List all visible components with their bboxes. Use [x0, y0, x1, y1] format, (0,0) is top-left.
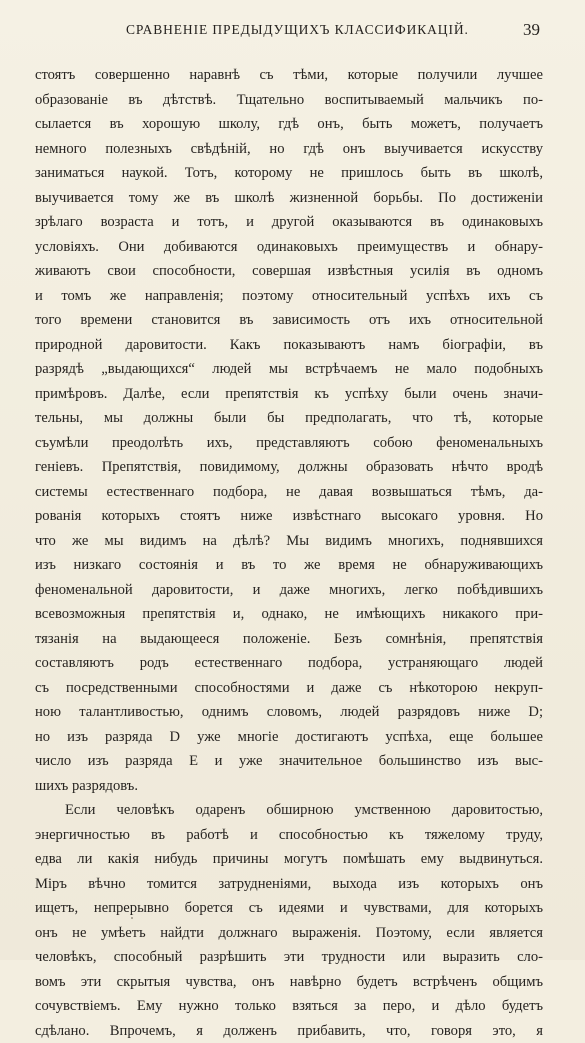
text-line: зрѣлаго возраста и тотъ, и другой оказываются въ одинаковыхъ: [35, 210, 543, 235]
text-line: ною талантливостью, однимъ словомъ, людей разрядовъ ниже D;: [35, 700, 543, 725]
text-line: энергичностью въ работѣ и способностью къ тяжелому труду,: [35, 823, 543, 848]
text-line: сылается въ хорошую школу, гдѣ онъ, быть можетъ, получаетъ: [35, 112, 543, 137]
text-line: стоятъ совершенно наравнѣ съ тѣми, которые получили лучшее: [35, 63, 543, 88]
running-title: СРАВНЕНІЕ ПРЕДЫДУЩИХЪ КЛАССИФИКАЦІЙ.: [126, 22, 469, 38]
text-line: выучивается тому же въ школѣ жизненной борьбы. По достиженіи: [35, 186, 543, 211]
page-number: 39: [523, 20, 540, 40]
text-line: число изъ разряда E и уже значительное большинство изъ выс-: [35, 749, 543, 774]
text-line: сочувствіемъ. Ему нужно только взяться за перо, и дѣло будетъ: [35, 994, 543, 1019]
text-line: Міръ вѣчно томится затрудненіями, выхода изъ которыхъ онъ: [35, 872, 543, 897]
text-line: того времени становится въ зависимость отъ ихъ относительной: [35, 308, 543, 333]
text-line: природной даровитости. Какъ показываютъ намъ біографіи, въ: [35, 333, 543, 358]
text-line: шихъ разрядовъ.: [35, 774, 543, 799]
text-line: примѣровъ. Далѣе, если препятствія къ успѣху были очень значи-: [35, 382, 543, 407]
text-line: феноменальной даровитости, и даже многихъ, легко побѣдившихъ: [35, 578, 543, 603]
text-line: живаютъ свои способности, совершая извѣстныя усилія въ одномъ: [35, 259, 543, 284]
text-line: человѣкъ, способный разрѣшить эти трудности или выразить сло-: [35, 945, 543, 970]
text-line: рованія которыхъ стоятъ ниже извѣстнаго высокаго уровня. Но: [35, 504, 543, 529]
text-line: онъ не умѣетъ найдти должнаго выраженія. Поэтому, если является: [35, 921, 543, 946]
text-line: едва ли какія нибудь причины могутъ помѣшать ему выдвинуться.: [35, 847, 543, 872]
text-line: сдѣлано. Впрочемъ, я долженъ прибавить, что, говоря это, я: [35, 1019, 543, 1043]
running-head: [126, 20, 550, 42]
text-line: ищетъ, непрерывно борется съ идеями и чувствами, для которыхъ: [35, 896, 543, 921]
paragraph: [35, 798, 543, 1043]
text-line: всевозможныя препятствія и, однако, не имѣющихъ никакого при-: [35, 602, 543, 627]
text-line: системы естественнаго подбора, не давая возвышаться тѣмъ, да-: [35, 480, 543, 505]
text-line: геніевъ. Препятствія, повидимому, должны образовать нѣчто вродѣ: [35, 455, 543, 480]
text-line: тельны, мы должны были бы предполагать, что тѣ, которые: [35, 406, 543, 431]
text-line: составляютъ родъ естественнаго подбора, устраняющаго людей: [35, 651, 543, 676]
text-line: немного полезныхъ свѣдѣній, но гдѣ онъ выучивается искусству: [35, 137, 543, 162]
text-line: образованіе въ дѣтствѣ. Тщательно воспитываемый мальчикъ по-: [35, 88, 543, 113]
paragraph: [35, 63, 543, 798]
text-line: тязанія на выдающееся положеніе. Безъ сомнѣнія, препятствія: [35, 627, 543, 652]
text-line: но изъ разряда D уже многіе достигаютъ успѣха, еще большее: [35, 725, 543, 750]
body-text: [35, 63, 543, 1043]
text-line: съ посредственными способностями и даже съ нѣкоторою некруп-: [35, 676, 543, 701]
text-line: изъ низкаго состоянія и въ то же время не обнаруживающихъ: [35, 553, 543, 578]
text-line: что же мы видимъ на дѣлѣ? Мы видимъ многихъ, поднявшихся: [35, 529, 543, 554]
text-line: условіяхъ. Они добиваются одинаковыхъ преимуществъ и обнару-: [35, 235, 543, 260]
text-line: заниматься наукой. Тотъ, которому не пришлось быть въ школѣ,: [35, 161, 543, 186]
text-line: вомъ эти скрытыя чувства, онъ навѣрно будетъ встрѣченъ общимъ: [35, 970, 543, 995]
text-line: и томъ же направленія; поэтому относительный успѣхъ ихъ съ: [35, 284, 543, 309]
text-line: съумѣли преодолѣть ихъ, представляютъ собою феноменальныхъ: [35, 431, 543, 456]
paper-speck: [131, 917, 133, 919]
text-line: Если человѣкъ одаренъ обширною умственною даровитостью,: [35, 798, 543, 823]
text-line: разрядѣ „выдающихся“ людей мы встрѣчаемъ не мало подобныхъ: [35, 357, 543, 382]
